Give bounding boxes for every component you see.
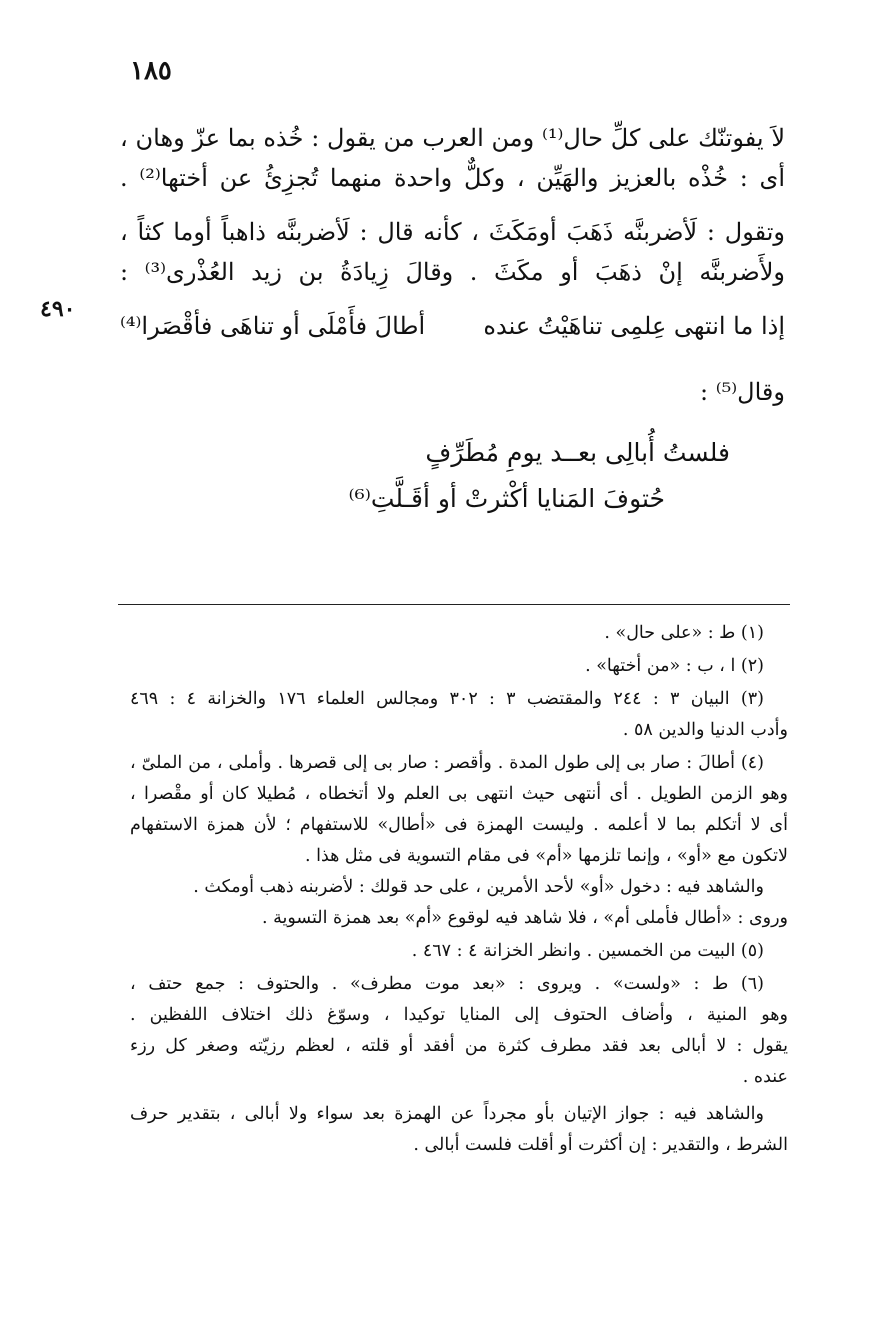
verse-2-intro: وقال⁽⁵⁾ :: [700, 378, 785, 406]
verse-1-first-hemistich: إذا ما انتهى عِلمِى تناهَيْتُ عنده: [483, 312, 785, 340]
footnote-2: (٢) ا ، ب : «من أختها» .: [585, 656, 764, 676]
paragraph-2-line-1: وتقول : لَأضربنَّه ذَهَبَ أومَكَثَ ، كأنه قال : لَأضربنَّه ذاهباً أوما كثاً ،: [120, 218, 785, 246]
footnotes: [130, 618, 788, 1163]
verse-2-first-hemistich: فلستُ أُبالِى بعــد يومِ مُطَرِّفٍ: [425, 438, 730, 467]
footnote-6: (٦) ط : «ولست» . ويروى : «بعد موت مطرف» . والحتوف : جمع حتف ، وهو المنية ، وأضاف الحتوف إلى المنايا توكيدا ، وسوّغ ذلك اختلاف اللفظين . يقول : لا أبالى بعد فقد مطرف كثرة من أفقد أو قلته ، لعظم رزيّته وصغر كل رزء عنده .: [130, 974, 788, 1087]
main-text: [120, 118, 785, 522]
paragraph-1-line-2: أى : خُذْه بالعزيز والهَيِّن ، وكلٌّ واحدة منهما تُجزِئُ عن أختها⁽²⁾ .: [120, 164, 786, 192]
paragraph-1-line-1: لاَ يفوتنّك على كلِّ حال⁽¹⁾ ومن العرب من يقول : خُذه بما عزّ وهان ،: [120, 124, 786, 152]
verse-1-second-hemistich: أطالَ فأَمْلَى أو تناهَى فأقْصَرا⁽⁴⁾: [120, 312, 426, 340]
footnote-1: (١) ط : «على حال» .: [604, 623, 764, 643]
footnote-3: (٣) البيان ٣ : ٢٤٤ والمقتضب ٣ : ٣٠٢ ومجالس العلماء ١٧٦ والخزانة ٤ : ٤٦٩ وأدب الدنيا والدين ٥٨ .: [130, 689, 788, 740]
page-number: ١٨٥: [130, 56, 172, 86]
footnote-6-evidence: والشاهد فيه : جواز الإتيان بأو مجرداً عن الهمزة بعد سواء ولا أبالى ، بتقدير حرف الشرط ، والتقدير : إن أكثرت أو أقلت فلست أبالى .: [130, 1104, 788, 1155]
verse-2: [120, 430, 785, 522]
margin-number: ٤٩٠: [40, 296, 76, 322]
paragraph-2-line-2: ولأَضربنَّه إنْ ذهَبَ أو مكَثَ . وقالَ زِيادَةُ بن زيد العُذْرى⁽³⁾ :: [120, 258, 786, 286]
verse-1: [120, 306, 785, 346]
footnote-4: (٤) أطالَ : صار بى إلى طول المدة . وأقصر : صار بى إلى قصرها . وأملى ، من الملىّ ، وهو الزمن الطويل . أى أنتهى حيث انتهى بى العلم ولا أتخطاه ، مُطيلا كان أو مقْصرا ، أى لا أتكلم بما لا أعلمه . وليست الهمزة فى «أطال» للاستفهام ؛ لأن همزة الاستفهام لاتكون مع «أو» ، وإنما تلزمها «أم» فى مقام التسوية فى مثل هذا . والشاهد فيه : دخول «أو» لأحد الأمرين ، على حد قولك : لأضربنه ذهب أومكث . وروى : «أطال فأملى أم» ، فلا شاهد فيه لوقوع «أم» بعد همزة التسوية .: [130, 753, 788, 928]
footnote-5: (٥) البيت من الخمسين . وانظر الخزانة ٤ : ٤٦٧ .: [411, 941, 764, 961]
footnote-divider: [118, 604, 790, 605]
verse-2-second-hemistich: حُتوفَ المَنايا أكْثرتْ أو أقَـلَّتِ⁽⁶⁾: [348, 484, 665, 513]
